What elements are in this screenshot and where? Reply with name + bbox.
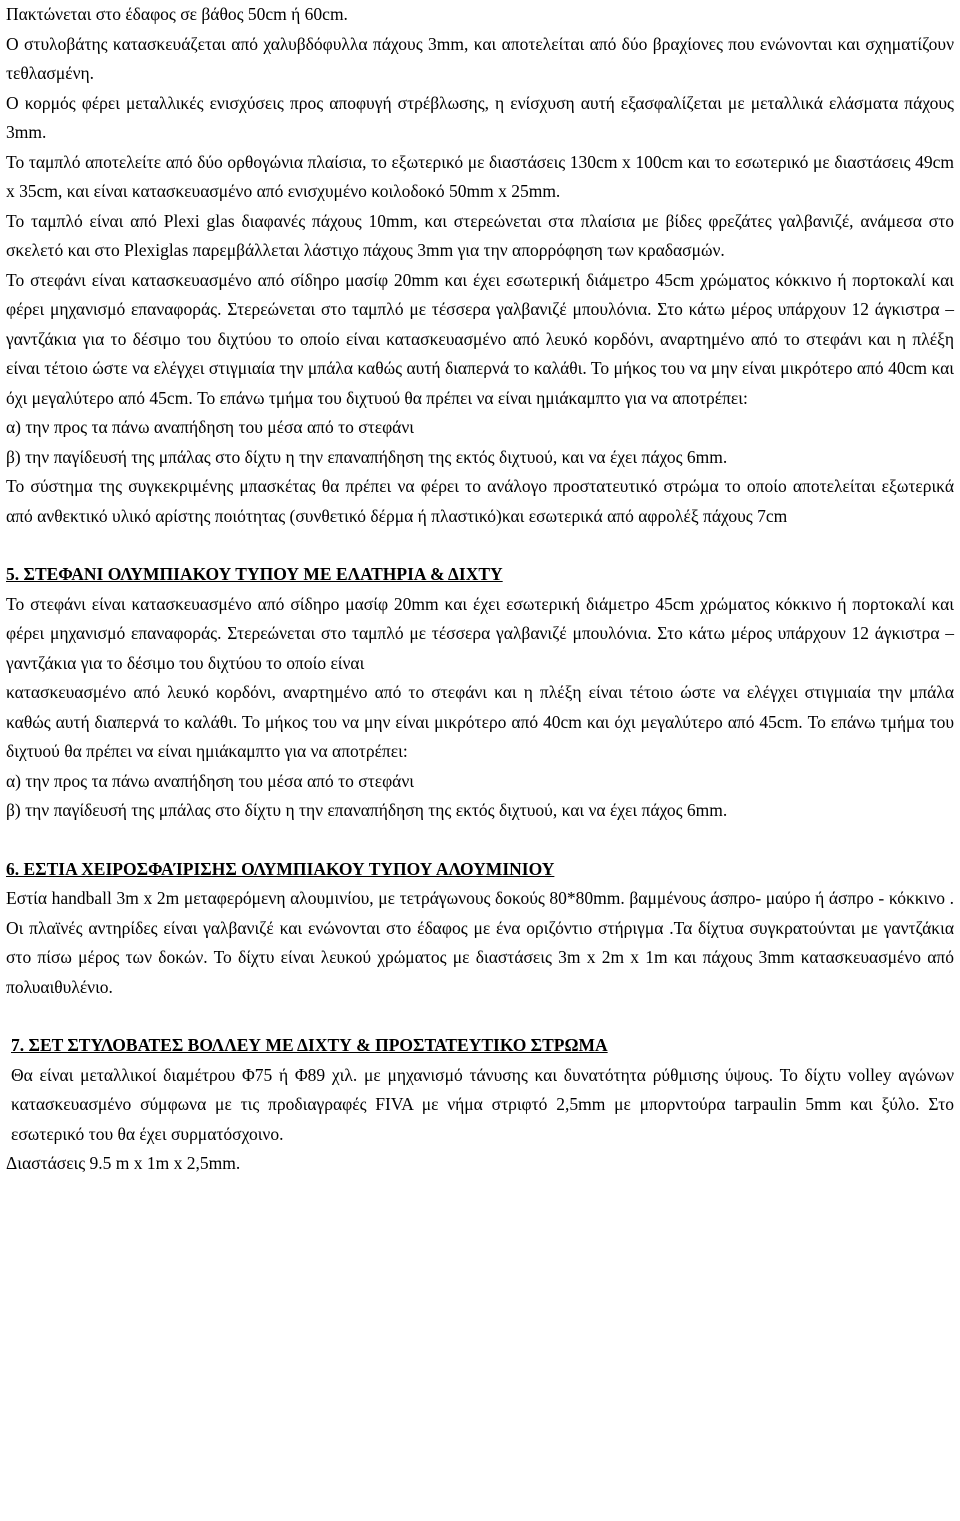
section-7-paragraph: Θα είναι μεταλλικοί διαμέτρου Φ75 ή Φ89 χιλ. με μηχανισμό τάνυσης και δυνατότητα ρύθμισης ύψους. Το δίχτυ volley αγώνων κατασκευασμένο σύμφωνα με τις προδιαγραφές FIVA με νήμα στριφτό 2,5mm με μπορντούρα tarpaulin 5mm και ξύλο. Στο εσωτερικό του θα έχει συρματόσχοινο. (11, 1064, 954, 1144)
paragraph-backboard-plexiglas: Το ταμπλό είναι από Plexi glas διαφανές πάχους 10mm, και στερεώνεται στα πλαίσια με βίδες φρεζάτες γαλβανιζέ, ανάμεσα στο σκελετό και στο Plexiglas παρεμβάλλεται λάστιχο πάχους 3mm για την απορρόφηση των κραδασμών. (6, 210, 954, 260)
paragraph-rim-item-a: α) την προς τα πάνω αναπήδηση του μέσα από το στεφάνι (6, 417, 414, 437)
spacer (6, 531, 954, 560)
section-5-paragraph-2: κατασκευασμένο από λευκό κορδόνι, αναρτημένο από το στεφάνι και η πλέξη είναι τέτοιο ώστε να ελέγχει στιγμιαία την μπάλα καθώς αυτή διαπερνά το καλάθι. Το μήκος του να μην είναι μικρότερο από 40cm και όχι μεγαλύτερο από 45cm. Το επάνω τμήμα του διχτυού θα πρέπει να είναι ημιάκαμπτο για να αποτρέπει: (6, 682, 954, 761)
paragraph-embedding-depth: Πακτώνεται στο έδαφος σε βάθος 50cm ή 60cm. (6, 4, 348, 24)
section-6-heading: 6. ΕΣΤΙΑ ΧΕΙΡΟΣΦΑΊΡΙΣΗΣ ΟΛΥΜΠΙΑΚΟΥ ΤΥΠΟΥ ΑΛΟΥΜΙΝΙΟΥ (6, 858, 555, 879)
section-6-paragraph: Εστία handball 3m x 2m μεταφερόμενη αλουμινίου, με τετράγωνους δοκούς 80*80mm. βαμμένους άσπρο- μαύρο ή άσπρο - κόκκινο . Οι πλαϊνές αντηρίδες είναι γαλβανιζέ και ενώνονται στο έδαφος με ένα οριζόντιο στήριγμα .Τα δίχτυα συγκρατούνται με γαντζάκια στο πίσω μέρος των δοκών. Το δίχτυ είναι λευκού χρώματος με διαστάσεις 3m x 2m x 1m και πάχους 3mm κατασκευασμένο από πολυαιθυλένιο. (6, 888, 954, 997)
paragraph-protective-pad: Το σύστημα της συγκεκριμένης μπασκέτας θα πρέπει να φέρει το ανάλογο προστατευτικό στρώμα το οποίο αποτελείται εξωτερικά από ανθεκτικό υλικό αρίστης ποιότητας (συνθετικό δέρμα ή πλαστικό)και εσωτερικά από αφρολέξ πάχους 7cm (6, 476, 954, 526)
spacer (6, 1002, 954, 1031)
section-5-item-a: α) την προς τα πάνω αναπήδηση του μέσα από το στεφάνι (6, 770, 414, 791)
section-5-heading: 5. ΣΤΕΦΑΝΙ ΟΛΥΜΠΙΑΚΟΥ ΤΥΠΟΥ ΜΕ ΕΛΑΤΗΡΙΑ & ΔΙΧΤΥ (6, 564, 503, 584)
paragraph-post-construction: Ο στυλοβάτης κατασκευάζεται από χαλυβδόφυλλα πάχους 3mm, και αποτελείται από δύο βραχίονες που ενώνονται και σχηματίζουν τεθλασμένη. (6, 33, 954, 83)
paragraph-rim-item-b: β) την παγίδευσή της μπάλας στο δίχτυ η την επαναπήδηση της εκτός διχτυού, και να έχει πάχος 6mm. (6, 446, 728, 467)
section-5-item-b: β) την παγίδευσή της μπάλας στο δίχτυ η την επαναπήδηση της εκτός διχτυού, και να έχει πάχος 6mm. (6, 800, 728, 820)
paragraph-rim-description: Το στεφάνι είναι κατασκευασμένο από σίδηρο μασίφ 20mm και έχει εσωτερική διάμετρο 45cm χρώματος κόκκινο ή πορτοκαλί και φέρει μηχανισμό επαναφοράς. Στερεώνεται στο ταμπλό με τέσσερα γαλβανιζέ μπουλόνια. Στο κάτω μέρος υπάρχουν 12 άγκιστρα – γαντζάκια για το δέσιμο του διχτύου το οποίο είναι κατασκευασμένο από λευκό κορδόνι, αναρτημένο από το στεφάνι και η πλέξη είναι τέτοιο ώστε να ελέγχει στιγμιαία την μπάλα καθώς αυτή διαπερνά το καλάθι. Το μήκος του να μην είναι μικρότερο από 40cm και όχι μεγαλύτερο από 45cm. Το επάνω τμήμα του διχτυού θα πρέπει να είναι ημιάκαμπτο για να αποτρέπει: (6, 269, 954, 408)
section-7-dimensions: Διαστάσεις 9.5 m x 1m x 2,5mm. (6, 1153, 241, 1173)
paragraph-backboard-frames: Το ταμπλό αποτελείτε από δύο ορθογώνια πλαίσια, το εξωτερικό με διαστάσεις 130cm x 100cm και το εσωτερικό με διαστάσεις 49cm x 35cm, και είναι κατασκευασμένο από ενισχυμένο κοιλοδοκό 50mm x 25mm. (6, 151, 954, 201)
section-5-paragraph-1: Το στεφάνι είναι κατασκευασμένο από σίδηρο μασίφ 20mm και έχει εσωτερική διάμετρο 45cm χρώματος κόκκινο ή πορτοκαλί και φέρει μηχανισμό επαναφοράς. Στερεώνεται στο ταμπλό με τέσσερα γαλβανιζέ μπουλόνια. Στο κάτω μέρος υπάρχουν 12 άγκιστρα – γαντζάκια για το δέσιμο του διχτύου το οποίο είναι (6, 593, 954, 673)
paragraph-trunk-reinforcement: Ο κορμός φέρει μεταλλικές ενισχύσεις προς αποφυγή στρέβλωσης, η ενίσχυση αυτή εξασφαλίζεται με μεταλλικά ελάσματα πάχους 3mm. (6, 92, 954, 142)
section-7-heading: 7. ΣΕΤ ΣΤΥΛΟΒΑΤΕΣ ΒΟΛΛΕΥ ΜΕ ΔΙΧΤΥ & ΠΡΟΣΤΑΤΕΥΤΙΚΟ ΣΤΡΩΜΑ (11, 1035, 608, 1055)
spacer (6, 826, 954, 855)
